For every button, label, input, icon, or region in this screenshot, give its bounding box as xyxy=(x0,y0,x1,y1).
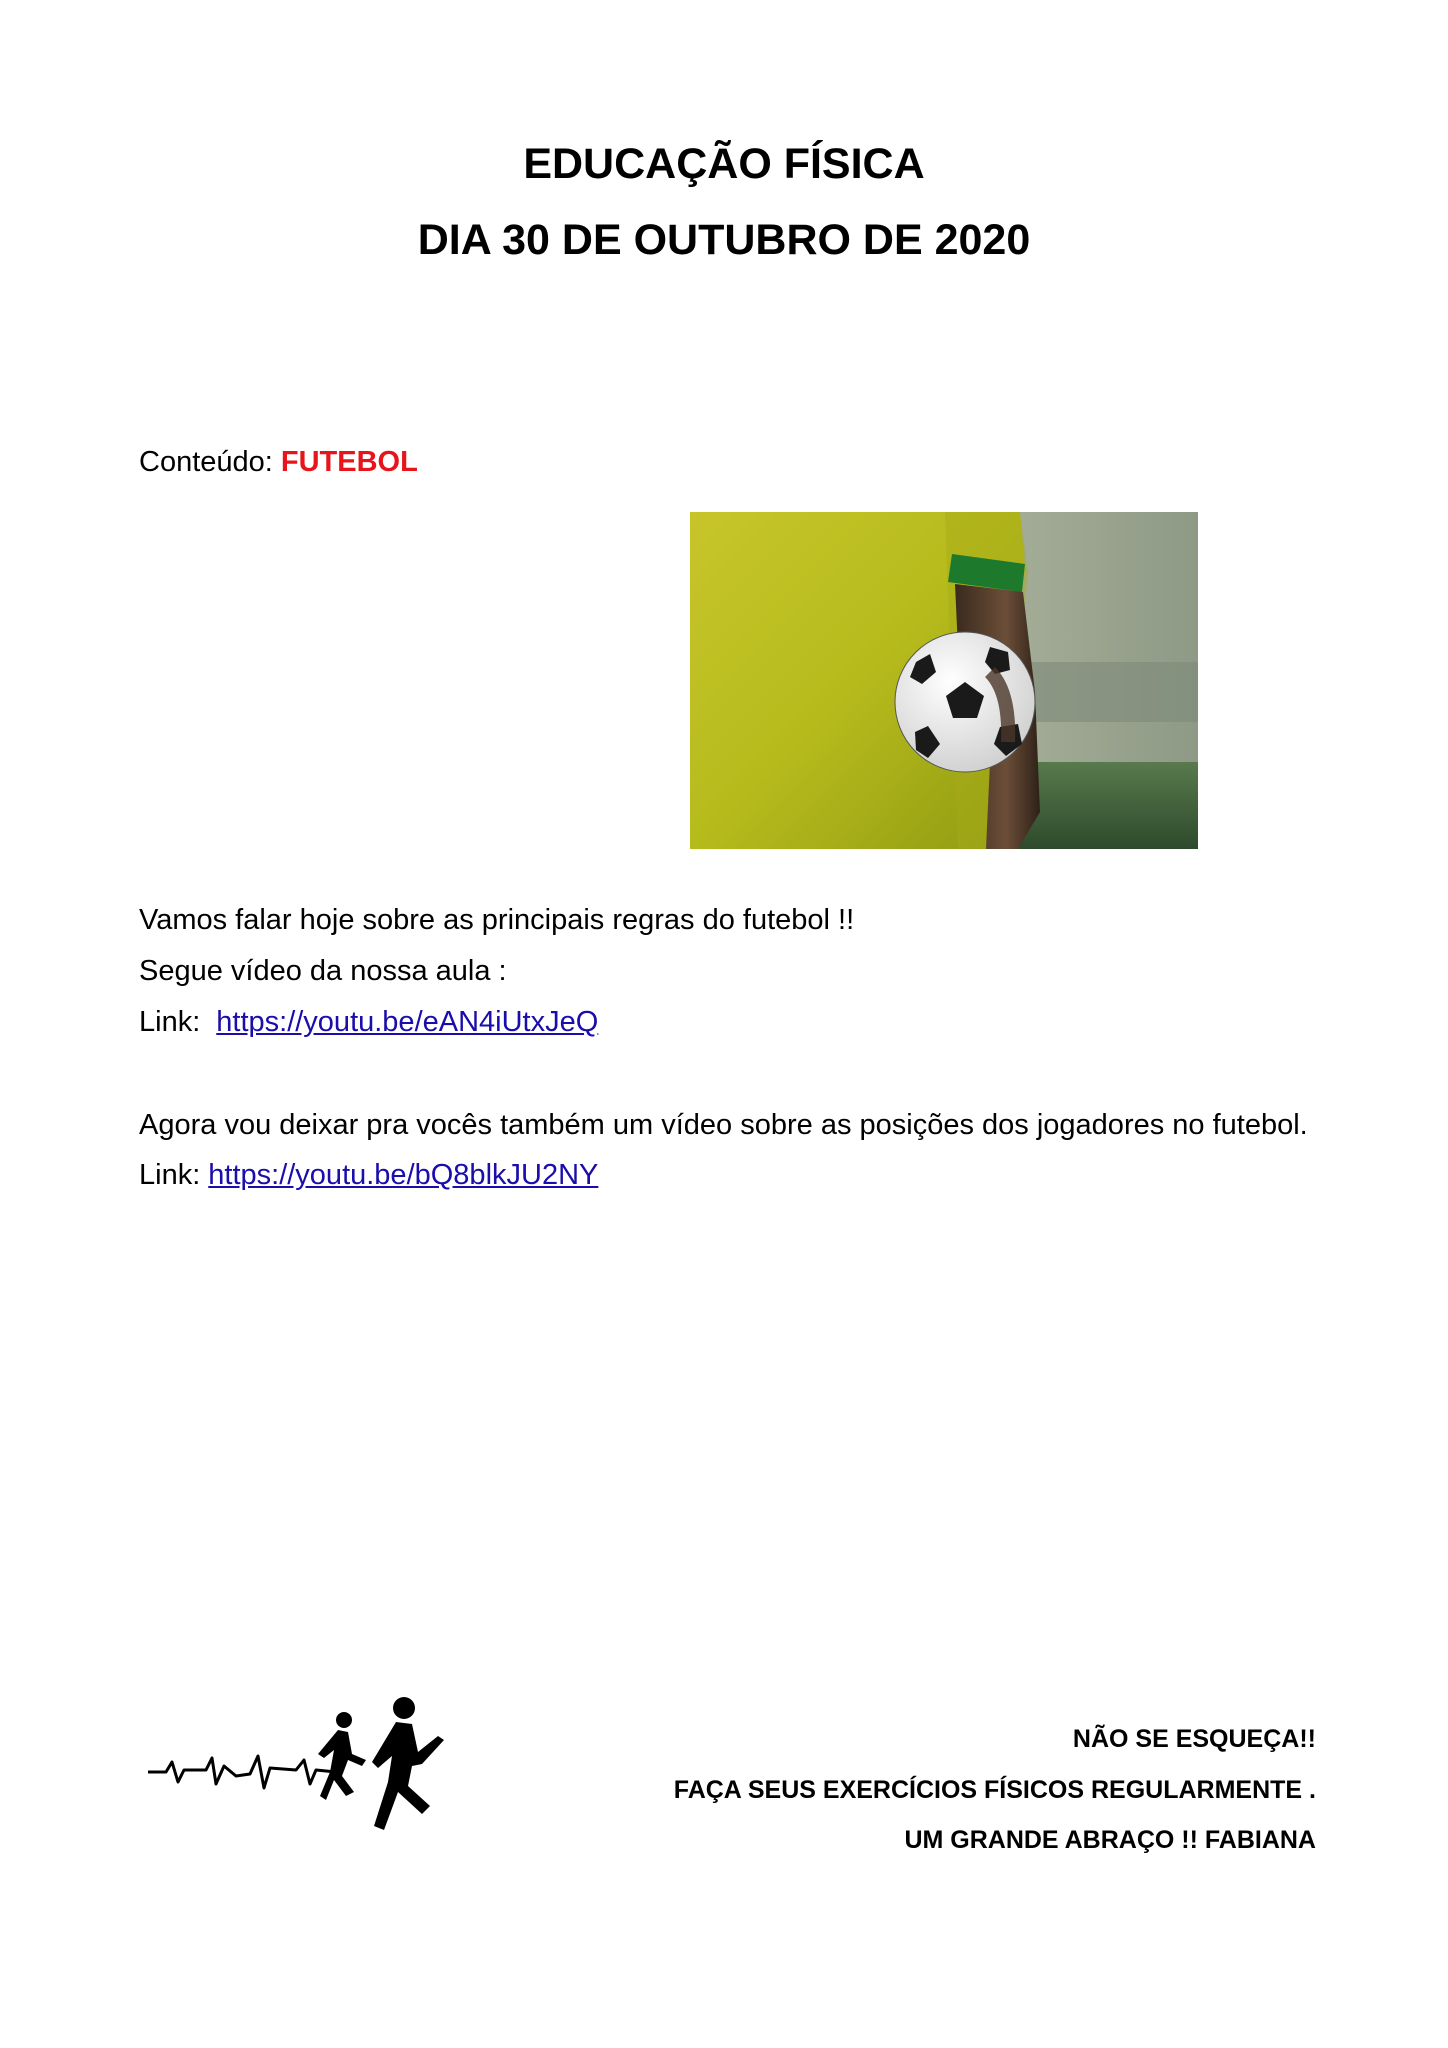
content-value: FUTEBOL xyxy=(280,446,418,478)
footer-reminder: NÃO SE ESQUEÇA!! xyxy=(1072,1725,1316,1753)
link-line-2 xyxy=(139,1157,598,1193)
footer-signature: UM GRANDE ABRAÇO !! FABIANA xyxy=(904,1826,1316,1854)
soccer-player-photo xyxy=(690,512,1198,849)
positions-text: Agora vou deixar pra vocês também um vídeo sobre as posições dos jogadores no futebol. xyxy=(139,1109,1308,1141)
heartbeat-runners-logo-icon xyxy=(146,1696,456,1848)
page-date: DIA 30 DE OUTUBRO DE 2020 xyxy=(417,216,1031,264)
link-label-1: Link: xyxy=(139,1006,201,1038)
footer-exercise: FAÇA SEUS EXERCÍCIOS FÍSICOS REGULARMENTE . xyxy=(673,1776,1316,1804)
video-intro-text: Segue vídeo da nossa aula : xyxy=(139,955,507,987)
content-line xyxy=(139,444,418,480)
intro-text: Vamos falar hoje sobre as principais regras do futebol !! xyxy=(139,904,855,936)
page-title: EDUCAÇÃO FÍSICA xyxy=(523,140,925,188)
content-label: Conteúdo: xyxy=(139,446,273,478)
link-label-2: Link: xyxy=(139,1159,201,1191)
positions-video-link[interactable]: https://youtu.be/bQ8blkJU2NY xyxy=(208,1159,599,1191)
link-line-1 xyxy=(139,1004,598,1040)
lesson-video-link[interactable]: https://youtu.be/eAN4iUtxJeQ xyxy=(216,1006,599,1038)
